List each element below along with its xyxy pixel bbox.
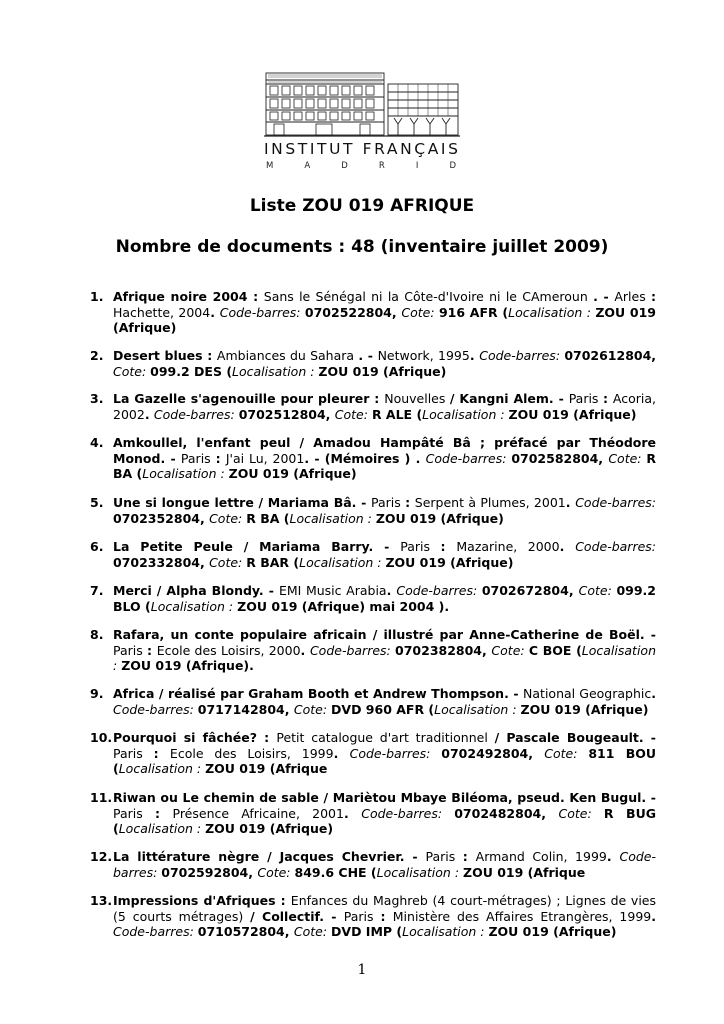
item-text-run: .	[144, 406, 154, 422]
item-text-run: Desert blues :	[113, 348, 217, 363]
item-text-run: Code-barres:	[361, 805, 455, 821]
list-item	[90, 730, 656, 777]
item-text-run: ZOU 019 (Afrique)	[113, 304, 657, 335]
item-text-run: ZOU 019 (Afrique	[205, 761, 328, 776]
item-text-run: R BA (	[113, 450, 657, 481]
item-text-run: Rafara, un conte populaire africain / illustré par Anne-Catherine de Boël. -	[113, 627, 656, 642]
item-text-run: :	[405, 495, 415, 510]
item-text-run: Paris	[568, 391, 603, 406]
item-text-run: Code-barres:	[396, 583, 482, 598]
item-text-run: :	[440, 539, 457, 554]
item-text-run: 0702612804,	[564, 348, 657, 363]
item-text	[113, 539, 656, 570]
item-text-run: EMI Music Arabia	[278, 583, 387, 598]
item-text-run: Paris	[180, 450, 216, 466]
item-text-run: . - (Mémoires ) .	[304, 450, 426, 466]
item-text-run: 0702492804,	[441, 745, 545, 761]
item-text-run: Ambiances du Sahara	[216, 348, 359, 363]
item-text-run: ZOU 019 (Afrique)	[375, 510, 504, 526]
item-text-run: 0702672804,	[481, 583, 579, 598]
item-text-run: Amkoullel, l'enfant peul / Amadou Hampâté Bâ ; préfacé par Théodore Monod. -	[113, 435, 656, 466]
item-text-run: Localisation :	[508, 304, 596, 320]
item-text-run: Localisation :	[289, 510, 376, 526]
item-text-run: :	[651, 289, 656, 304]
item-text-run: Pourquoi si fâchée? :	[113, 730, 277, 745]
item-text-run: 0702332804,	[113, 554, 210, 570]
item-text-run: Code-barres:	[575, 495, 657, 510]
item-text-run: ZOU 019 (Afrique).	[121, 658, 254, 673]
logo-city-letter: R	[378, 161, 385, 171]
item-text-run: ZOU 019 (Afrique)	[318, 363, 447, 379]
item-text-run: Impressions d'Afriques :	[113, 893, 291, 908]
page-number: 1	[357, 962, 367, 978]
document-subtitle: Nombre de documents : 48 (inventaire juillet 2009)	[115, 237, 609, 257]
item-text-run: Afrique noire 2004 :	[113, 289, 264, 304]
item-text-run: Cote:	[257, 864, 295, 880]
item-text-run: Localisation :	[118, 821, 206, 836]
item-text-run: ZOU 019 (Afrique)	[205, 821, 334, 836]
item-text-run: 0702592804,	[161, 864, 258, 880]
item-text-run: R BAR (	[246, 554, 300, 570]
item-text-run: Ecole des Loisirs, 1999	[169, 745, 334, 761]
item-text-run: Armand Colin, 1999	[475, 849, 607, 864]
item-number: 2.	[90, 348, 104, 363]
item-text-run: Paris	[113, 745, 154, 761]
item-text-run: R BUG (	[113, 805, 656, 836]
item-text-run: .	[343, 805, 362, 821]
item-text-run: Localisation :	[299, 554, 386, 570]
item-text-run: DVD 960 AFR (	[331, 701, 435, 717]
item-text-run: Code-barres:	[479, 348, 565, 363]
item-text-run: Cote:	[544, 745, 589, 761]
item-text-run: .	[565, 495, 576, 510]
item-text-run: 849.6 CHE (	[294, 864, 377, 880]
item-text-run: .	[651, 908, 656, 924]
item-text-run: 0702512804,	[238, 406, 335, 422]
item-text-run: Cote:	[113, 363, 151, 379]
item-text-run: Code-barres:	[425, 450, 512, 466]
item-text-run: Arles	[614, 289, 651, 304]
item-text-run: 811 BOU (	[113, 745, 657, 776]
logo-city-letter: M	[266, 161, 274, 171]
item-text-run: Serpent à Plumes, 2001	[414, 495, 566, 510]
item-text-run: Code-barres:	[113, 849, 657, 880]
item-text	[113, 583, 656, 614]
item-text-run: :	[153, 745, 170, 761]
item-text-run: ZOU 019 (Afrique	[463, 864, 586, 880]
item-text-run: Merci / Alpha Blondy. -	[113, 583, 279, 598]
item-text	[113, 686, 656, 717]
item-text-run: .	[651, 686, 656, 701]
item-text-run: :	[602, 391, 613, 406]
item-text-run: Code-barres:	[219, 304, 305, 320]
item-text	[113, 627, 656, 674]
list-item	[90, 627, 656, 674]
item-number: 6.	[90, 539, 104, 554]
item-text-run: Localisation :	[113, 642, 656, 673]
item-text-run: .	[559, 539, 576, 554]
item-text-run: 0710572804,	[197, 924, 294, 939]
item-text-run: .	[469, 348, 480, 363]
item-text-run: Cote:	[209, 554, 247, 570]
item-number: 7.	[90, 583, 104, 598]
item-number: 1.	[90, 289, 104, 304]
item-text-run: R ALE (	[371, 406, 423, 422]
item-number: 13.	[90, 893, 113, 908]
item-text	[113, 435, 656, 482]
item-text-run: 0702382804,	[395, 642, 492, 658]
item-text-run: / Pascale Bougeault. -	[494, 730, 656, 745]
item-text	[113, 730, 656, 777]
item-text-run: ZOU 019 (Afrique)	[385, 554, 514, 570]
item-text	[113, 790, 656, 837]
item-text-run: 099.2 DES (	[150, 363, 233, 379]
item-text-run: C BOE (	[528, 642, 582, 658]
logo-city-letter: D	[449, 161, 456, 171]
item-text-run: Code-barres:	[153, 406, 239, 422]
item-text-run: 0702482804,	[454, 805, 559, 821]
list-item	[90, 583, 656, 614]
item-text-run: 099.2 BLO (	[113, 583, 656, 614]
item-text-run: Localisation :	[434, 701, 521, 717]
item-text	[113, 893, 656, 940]
item-text-run: Paris	[343, 908, 381, 924]
item-text-run: . -	[358, 348, 378, 363]
list-item	[90, 849, 656, 880]
item-text-run: Hachette, 2004	[113, 304, 211, 320]
item-text-run: Localisation :	[142, 466, 229, 481]
item-text-run: 0702522804,	[304, 304, 402, 320]
item-text-run: 0717142804,	[197, 701, 294, 717]
item-text-run: Localisation :	[150, 598, 238, 614]
logo-name: INSTITUT FRANÇAIS	[264, 140, 461, 158]
item-text-run: .	[300, 642, 310, 658]
item-number: 10.	[90, 730, 113, 745]
item-text-run: La Petite Peule / Mariama Barry. -	[113, 539, 401, 554]
institut-logo	[264, 70, 460, 171]
item-text-run: Code-barres:	[113, 924, 198, 939]
item-text-run: DVD IMP (	[331, 924, 403, 939]
item-number: 8.	[90, 627, 104, 642]
item-text-run: ZOU 019 (Afrique) mai 2004 ).	[237, 598, 450, 614]
item-text-run: J'ai Lu, 2001	[225, 450, 305, 466]
list-item	[90, 289, 656, 336]
item-text-run: 0702582804,	[511, 450, 609, 466]
item-text-run: Africa / réalisé par Graham Booth et Andrew Thompson. -	[113, 686, 524, 701]
item-text-run: .	[386, 583, 397, 598]
item-text	[113, 391, 656, 422]
item-text-run: :	[462, 849, 476, 864]
list-item	[90, 539, 656, 570]
item-text-run: Code-barres:	[575, 539, 657, 554]
item-text-run: Code-barres:	[113, 701, 198, 717]
item-text-run: Cote:	[293, 701, 332, 717]
item-text-run: Cote:	[209, 510, 247, 526]
item-text-run: Mazarine, 2000	[456, 539, 560, 554]
item-text-run: Cote:	[491, 642, 529, 658]
item-text-run: :	[154, 805, 173, 821]
item-text-run: Ecole des Loisirs, 2000	[156, 642, 301, 658]
item-text-run: La littérature nègre / Jacques Chevrier. -	[113, 849, 426, 864]
item-text-run: Cote:	[293, 924, 332, 939]
item-text-run: Cote:	[334, 406, 372, 422]
building-illustration	[264, 70, 460, 138]
item-text-run: Cote:	[401, 304, 439, 320]
logo-city-letter: A	[304, 161, 311, 171]
item-text-run: Sans le Sénégal ni la Côte-d'Ivoire ni le CAmeroun	[263, 289, 594, 304]
item-number: 9.	[90, 686, 104, 701]
list-item	[90, 495, 656, 526]
item-text-run: Cote:	[558, 805, 604, 821]
item-text-run: Présence Africaine, 2001	[172, 805, 344, 821]
list-item	[90, 790, 656, 837]
item-text-run: / Collectif. -	[250, 908, 344, 924]
logo-city	[264, 161, 460, 171]
list-item	[90, 435, 656, 482]
item-text-run: Cote:	[608, 450, 647, 466]
item-text-run: Riwan ou Le chemin de sable / Mariètou Mbaye Biléoma, pseud. Ken Bugul. -	[113, 790, 656, 805]
item-text-run: .	[606, 849, 620, 864]
item-text-run: :	[215, 450, 226, 466]
item-text-run: Ministère des Affaires Etrangères, 1999	[392, 908, 652, 924]
item-text-run: 916 AFR (	[438, 304, 509, 320]
item-text-run: Nouvelles	[384, 391, 450, 406]
logo-city-letter: I	[415, 161, 419, 171]
item-text-run: Petit catalogue d'art traditionnel	[276, 730, 495, 745]
item-text-run: Localisation :	[422, 406, 509, 422]
item-text-run: Enfances du Maghreb (4 court-métrages) ; Lignes de vies (5 courts métrages)	[113, 893, 657, 924]
list-item	[90, 893, 656, 940]
item-text-run: La Gazelle s'agenouille pour pleurer :	[113, 391, 385, 406]
logo-city-letter: D	[341, 161, 348, 171]
item-text	[113, 289, 656, 336]
item-text-run: / Kangni Alem. -	[449, 391, 569, 406]
item-text-run: Paris	[113, 805, 155, 821]
item-text-run: .	[210, 304, 220, 320]
list-item	[90, 348, 656, 379]
item-text-run: ZOU 019 (Afrique)	[508, 406, 637, 422]
item-text	[113, 495, 656, 526]
document-title: Liste ZOU 019 AFRIQUE	[249, 196, 475, 216]
item-text	[113, 849, 656, 880]
item-number: 11.	[90, 790, 113, 805]
item-number: 3.	[90, 391, 104, 406]
item-text-run: 0702352804,	[113, 510, 210, 526]
item-text-run: :	[380, 908, 393, 924]
item-text-run: Acoria, 2002	[113, 391, 657, 422]
item-number: 5.	[90, 495, 104, 510]
list-item	[90, 686, 656, 717]
item-text-run: Code-barres:	[349, 745, 442, 761]
item-text-run: Code-barres:	[309, 642, 396, 658]
item-text-run: ZOU 019 (Afrique)	[520, 701, 649, 717]
item-text-run: Localisation :	[402, 924, 489, 939]
item-text-run: Cote:	[578, 583, 617, 598]
item-text-run: . -	[593, 289, 615, 304]
item-number: 4.	[90, 435, 104, 450]
item-number: 12.	[90, 849, 113, 864]
item-text-run: Localisation :	[232, 363, 319, 379]
item-text-run: R BA (	[246, 510, 290, 526]
item-text	[113, 348, 656, 379]
item-text-run: Paris	[425, 849, 463, 864]
item-text-run: National Geographic	[523, 686, 652, 701]
item-text-run: Paris	[371, 495, 406, 510]
item-text-run: Localisation :	[376, 864, 464, 880]
item-text-run: ZOU 019 (Afrique)	[488, 924, 617, 939]
item-text-run: .	[333, 745, 350, 761]
item-text-run: ZOU 019 (Afrique)	[228, 466, 357, 481]
item-text-run: Une si longue lettre / Mariama Bâ. -	[113, 495, 371, 510]
list-item	[90, 391, 656, 422]
item-text-run: Paris	[113, 642, 148, 658]
item-text-run: Paris	[400, 539, 441, 554]
item-text-run: Network, 1995	[377, 348, 470, 363]
item-text-run: :	[147, 642, 157, 658]
item-text-run: Localisation :	[118, 761, 206, 776]
